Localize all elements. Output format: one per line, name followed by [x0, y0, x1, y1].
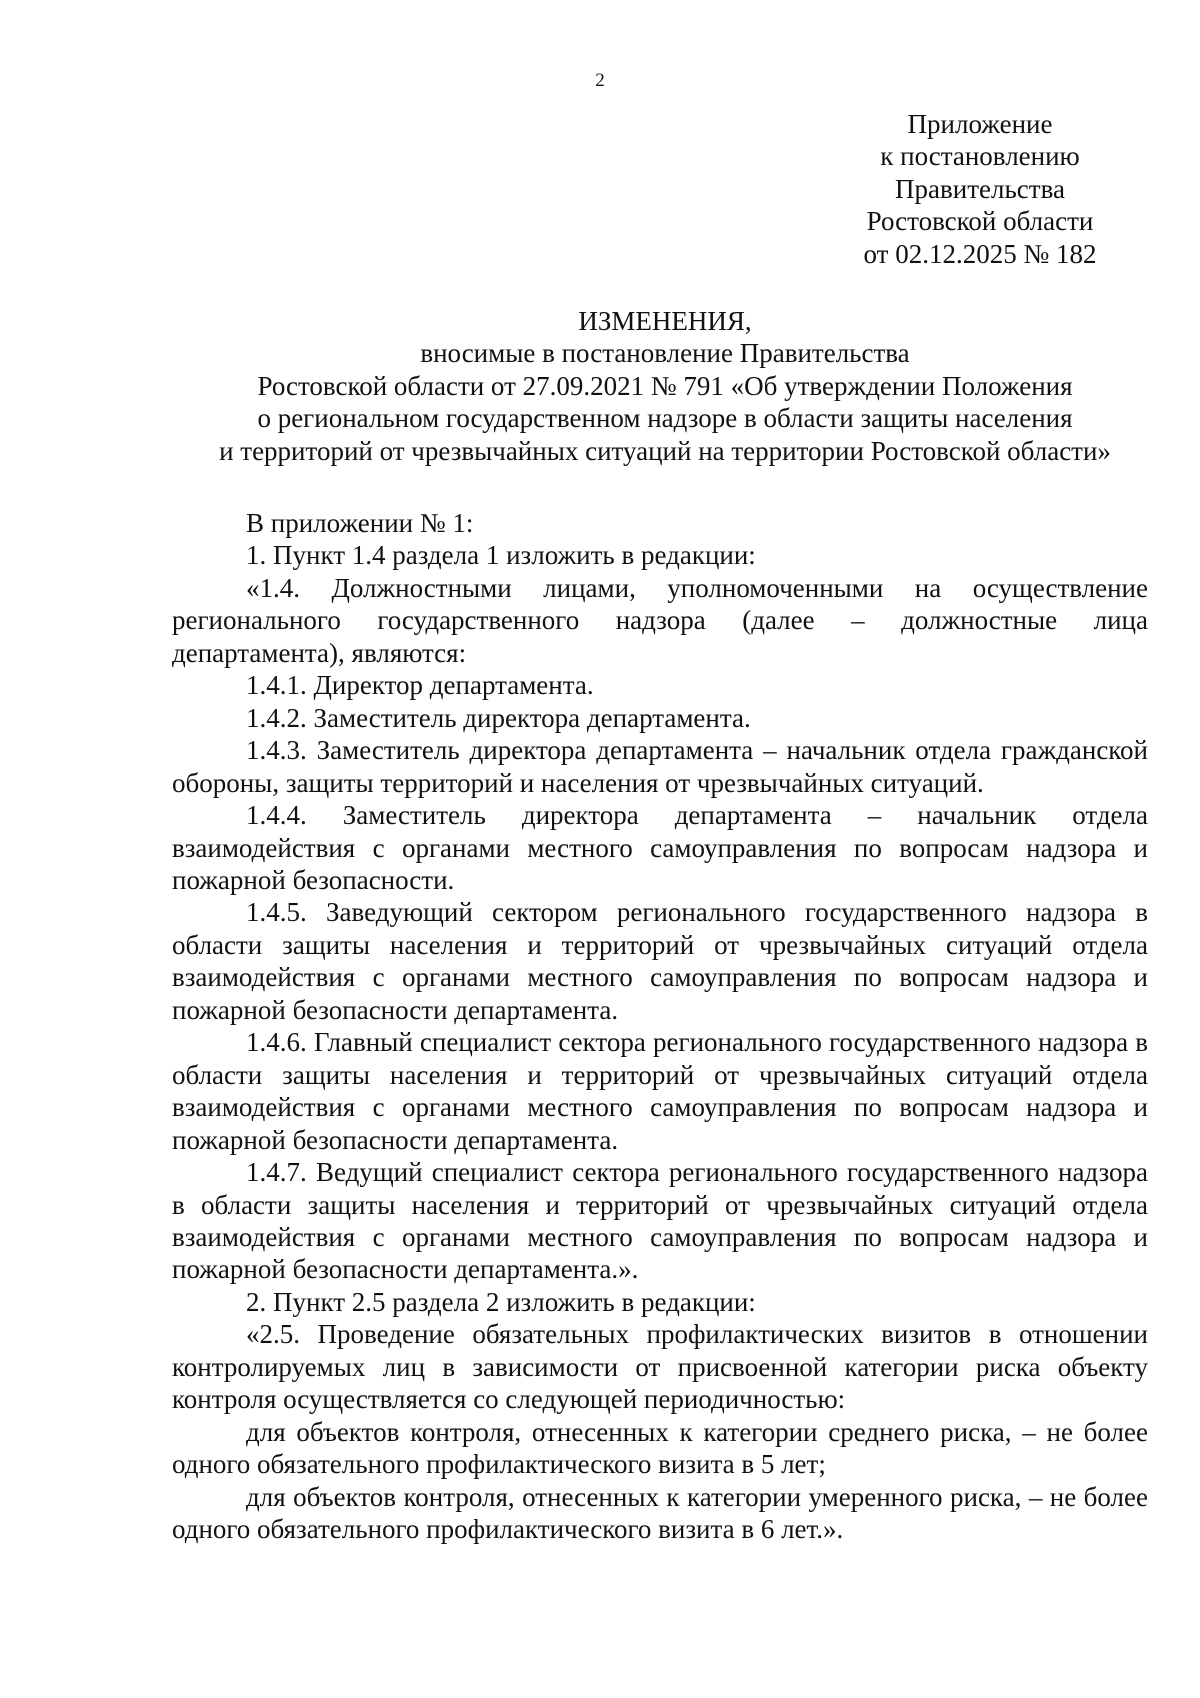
appendix-line: Ростовской области [866, 206, 1094, 237]
page-number: 2 [595, 70, 605, 91]
heading-line: о региональном государственном надзоре в области защиты населения [257, 403, 1073, 434]
body-paragraph: 1.4.1. Директор департамента. [246, 670, 594, 701]
body-paragraph: 1.4.4. Заместитель директора департамента – начальник отдела взаимодействия с органами местного самоуправления по вопросам надзора и пожарной безопасности. [172, 800, 1148, 895]
heading-title: ИЗМЕНЕНИЯ, [578, 306, 752, 336]
heading-line: и территорий от чрезвычайных ситуаций на территории Ростовской области» [219, 435, 1111, 466]
body-paragraph: 1.4.3. Заместитель директора департамента – начальник отдела гражданской обороны, защиты территорий и населения от чрезвычайных ситуаций. [172, 735, 1148, 798]
body-paragraph: В приложении № 1: [246, 508, 474, 538]
body-paragraph: 1.4.6. Главный специалист сектора регионального государственного надзора в области защиты населения и территорий от чрезвычайных ситуаций отдела взаимодействия с органами местного самоуправления по вопросам надзора и пожарной безопасности департамента. [172, 1027, 1148, 1155]
body-paragraph: 1. Пункт 1.4 раздела 1 изложить в редакции: [246, 540, 756, 571]
body-paragraph: «1.4. Должностными лицами, уполномоченными на осуществление регионального государственного надзора (далее – должностные лица департамента), являются: [172, 572, 1148, 668]
body-paragraph: 1.4.7. Ведущий специалист сектора регионального государственного надзора в области защиты населения и территорий от чрезвычайных ситуаций отдела взаимодействия с органами местного самоуправления по вопросам надзора и пожарной безопасности департамента.». [172, 1157, 1148, 1285]
appendix-line: от 02.12.2025 № 182 [863, 238, 1097, 269]
document-heading [175, 305, 1155, 467]
body-paragraph: 1.4.5. Заведующий сектором регионального государственного надзора в области защиты населения и территорий от чрезвычайных ситуаций отдела взаимодействия с органами местного самоуправления по вопросам надзора и пожарной безопасности департамента. [172, 897, 1148, 1025]
body-paragraph: 1.4.2. Заместитель директора департамента. [246, 702, 751, 733]
body-paragraph: «2.5. Проведение обязательных профилактических визитов в отношении контролируемых лиц в зависимости от присвоенной категории риска объекту контроля осуществляется со следующей периодичностью: [172, 1319, 1148, 1415]
heading-line: Ростовской области от 27.09.2021 № 791 «Об утверждении Положения [257, 370, 1073, 401]
appendix-block [835, 108, 1125, 270]
document-body [172, 507, 1148, 1546]
body-paragraph: 2. Пункт 2.5 раздела 2 изложить в редакции: [246, 1286, 756, 1317]
body-paragraph: для объектов контроля, отнесенных к категории умеренного риска, – не более одного обязательного профилактического визита в 6 лет.». [172, 1481, 1148, 1545]
heading-line: вносимые в постановление Правительства [420, 338, 910, 369]
body-paragraph: для объектов контроля, отнесенных к категории среднего риска, – не более одного обязательного профилактического визита в 5 лет; [172, 1416, 1148, 1480]
appendix-line: к постановлению [880, 141, 1080, 172]
appendix-line: Приложение [907, 109, 1053, 139]
appendix-line: Правительства [895, 173, 1065, 204]
